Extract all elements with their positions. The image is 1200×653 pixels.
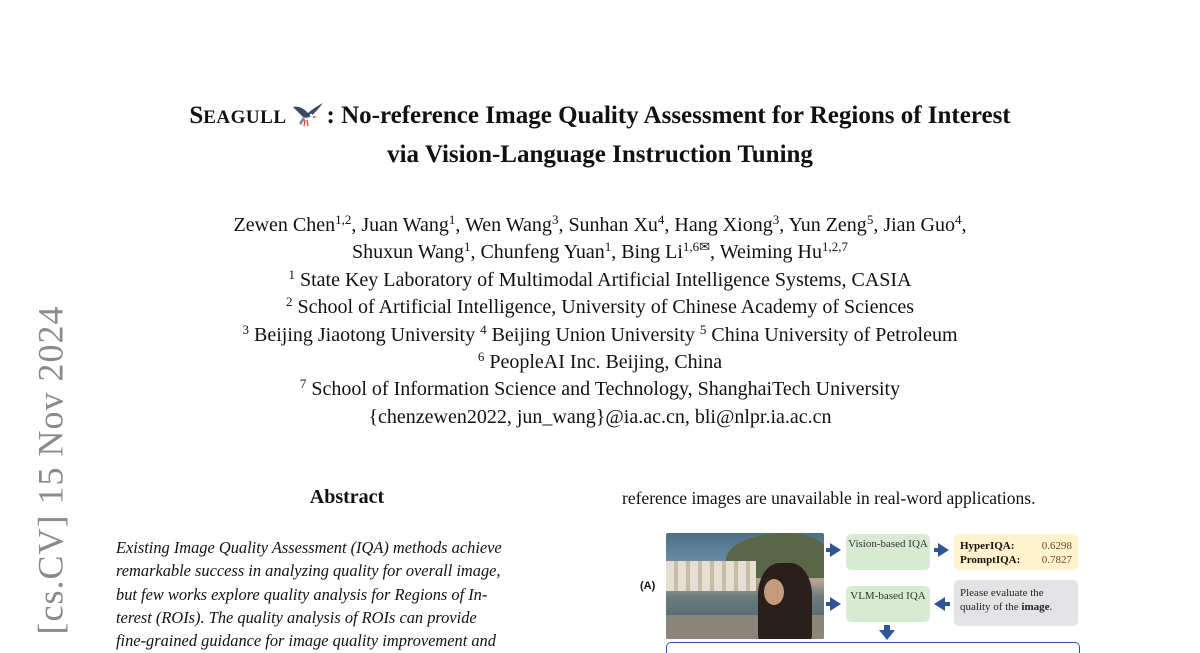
arrow-left-icon (934, 597, 945, 611)
abstract-line: terest (ROIs). The quality analysis of ROIs can provide (116, 607, 477, 627)
author-name: Juan Wang (361, 214, 449, 236)
author-block (100, 212, 1100, 431)
vision-box-label: Vision-based IQA (848, 538, 928, 550)
author-name: Shuxun Wang (352, 241, 464, 264)
affiliation-1 (100, 267, 1100, 294)
arrow-right-icon (830, 543, 841, 557)
prompt-end: . (1049, 601, 1053, 613)
author-sep: , (873, 214, 884, 236)
arrow-down-icon (879, 630, 895, 640)
figure-1 (636, 530, 1086, 648)
prompt-bold: image (1021, 601, 1050, 613)
score-value: 0.7827 (1041, 554, 1072, 566)
affiliation-6 (100, 349, 1100, 376)
affil-text: School of Information Science and Technology, ShanghaiTech University (306, 378, 901, 401)
author-name: Bing Li (621, 241, 683, 264)
author-sep: , (961, 214, 967, 236)
author-affil: 3 (551, 212, 559, 227)
arrow-right-icon (830, 597, 841, 611)
author-affil: 1 (463, 239, 471, 255)
author-sep: , (664, 214, 675, 236)
affil-number: 5 (699, 321, 707, 337)
vlm-box-label: VLM-based IQA (850, 590, 926, 602)
author-name: Jian Guo (883, 214, 955, 236)
abstract-body (116, 536, 578, 652)
author-name: Chunfeng Yuan (480, 241, 605, 264)
title-seagull-rest: EAGULL (203, 107, 287, 128)
author-affil: 4 (657, 212, 665, 227)
prompt-box (954, 580, 1078, 626)
abstract-line: remarkable success in analyzing quality for overall image, (116, 561, 501, 581)
author-affil: 1 (448, 212, 456, 227)
author-affil: 1,6✉ (682, 239, 711, 255)
author-name: Yun Zeng (788, 214, 867, 236)
affil-text: PeopleAI Inc. Beijing, China (484, 351, 723, 374)
affil-text: School of Artificial Intelligence, University of Chinese Academy of Sciences (292, 296, 914, 319)
author-sep: , (779, 214, 789, 236)
right-column-text: reference images are unavailable in real-word applications. (622, 488, 1036, 508)
score-value: 0.6298 (1041, 540, 1072, 552)
author-line-1 (100, 212, 1100, 239)
author-affil: 1,2,7 (821, 239, 848, 255)
affil-text: Beijing Union University (486, 323, 700, 346)
affiliation-2 (100, 294, 1100, 321)
author-name: Sunhan Xu (568, 214, 658, 236)
affil-number: 3 (242, 321, 249, 337)
author-name: Hang Xiong (674, 214, 773, 236)
title-line-1 (100, 98, 1100, 137)
photo-buildings (666, 561, 756, 591)
affil-text: State Key Laboratory of Multimodal Artificial Intelligence Systems, CASIA (294, 268, 912, 291)
author-sep: , (558, 214, 569, 236)
author-sep: , (455, 214, 465, 236)
prompt-text: Please evaluate the quality of the (960, 587, 1044, 613)
author-affil: 1 (604, 239, 612, 255)
photo-face (764, 579, 784, 605)
author-name: Wen Wang (464, 214, 552, 236)
affil-number: 2 (286, 294, 293, 310)
arxiv-sidebar-stamp (26, 292, 74, 648)
author-affil: 5 (866, 212, 874, 227)
title-main-text: : No-reference Image Quality Assessment for Regions of Interest (326, 102, 1011, 129)
affiliation-7 (100, 376, 1100, 403)
abstract-line: fine-grained guidance for image quality improvement and (116, 631, 496, 651)
arrow-stem (945, 602, 950, 606)
affiliation-3-5 (100, 322, 1100, 349)
affil-number: 1 (288, 266, 295, 282)
title-seagull-initial: S (189, 102, 204, 129)
score-name: HyperIQA: (960, 540, 1015, 552)
paper-title (100, 98, 1100, 172)
score-row (960, 539, 1072, 553)
score-name: PromptIQA: (960, 554, 1021, 566)
scores-box (954, 534, 1078, 570)
example-photo (666, 533, 824, 639)
affil-text: China University of Petroleum (706, 323, 958, 346)
abstract-heading: Abstract (309, 486, 385, 508)
affil-number: 4 (480, 321, 487, 337)
author-affil: 1,2 (335, 212, 352, 227)
author-sep: , (351, 214, 362, 236)
title-line-2: via Vision-Language Instruction Tuning (387, 141, 813, 168)
affil-text: Beijing Jiaotong University (249, 323, 481, 346)
affil-number: 6 (477, 349, 485, 365)
author-name: Weiming Hu (719, 241, 822, 264)
author-line-2 (100, 239, 1100, 266)
vlm-based-iqa-box (846, 586, 930, 622)
arrow-right-icon (938, 543, 949, 557)
author-affil: 4 (954, 212, 962, 227)
abstract-line: but few works explore quality analysis for Regions of In- (116, 584, 488, 604)
contact-emails[interactable]: {chenzewen2022, jun_wang}@ia.ac.cn, bli@nlpr.ia.ac.cn (368, 405, 832, 428)
score-row (960, 553, 1072, 567)
author-affil: 3 (772, 212, 780, 227)
author-name: Zewen Chen (233, 214, 336, 236)
author-sep: , (710, 241, 720, 264)
author-sep: , (611, 241, 622, 264)
affil-number: 7 (299, 376, 307, 392)
abstract-line: Existing Image Quality Assessment (IQA) methods achieve (116, 538, 502, 557)
seagull-logo-icon (291, 101, 325, 137)
arxiv-identifier: [cs.CV] 15 Nov 2024 (30, 305, 71, 635)
vision-based-iqa-box (846, 534, 930, 570)
figure-panel-label: (A) (640, 580, 656, 592)
author-sep: , (470, 241, 481, 264)
